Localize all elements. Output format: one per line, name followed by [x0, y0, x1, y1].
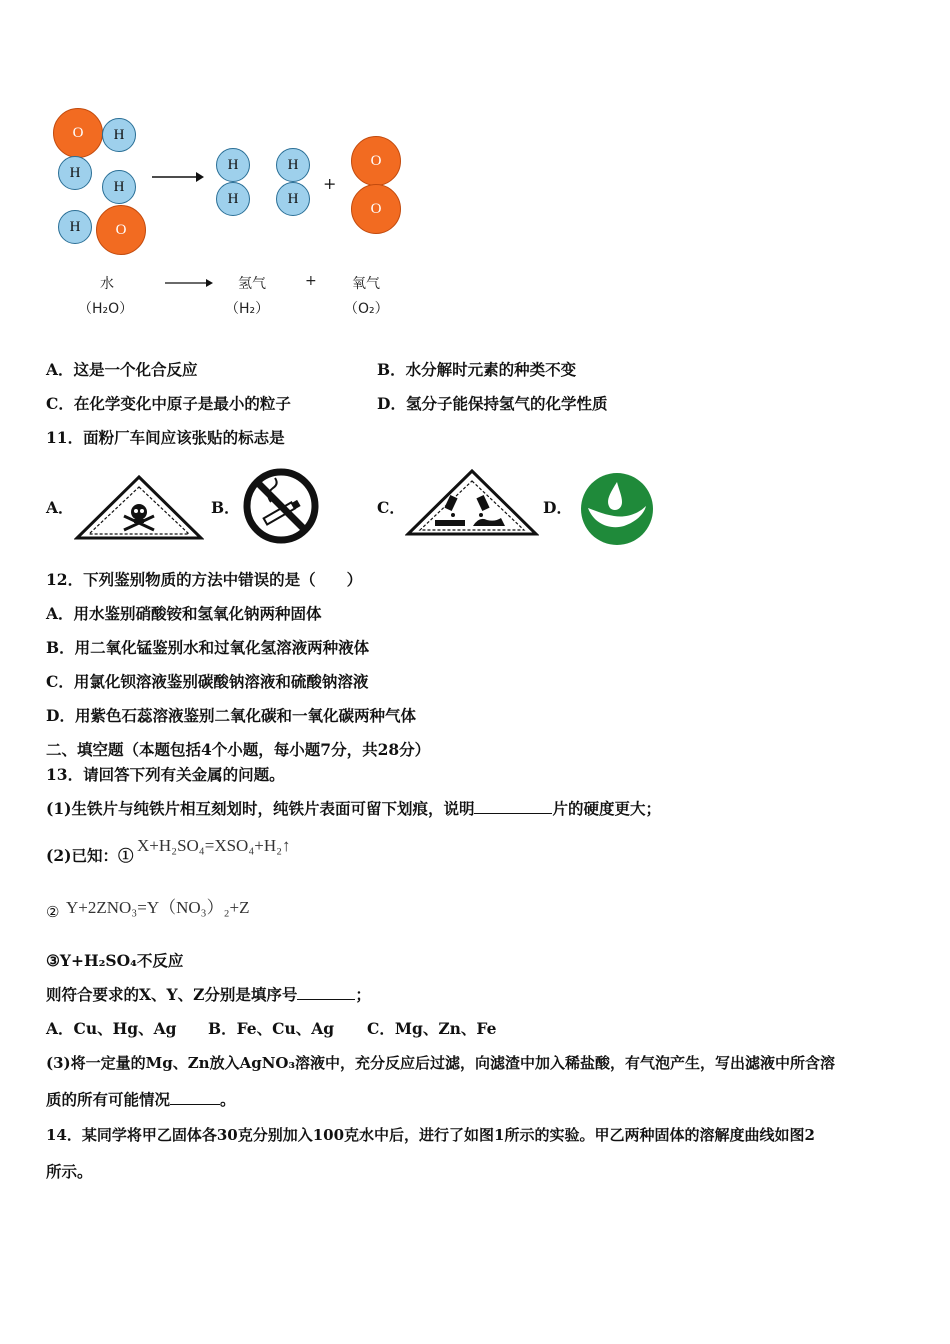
- q13-part2-question-before: 则符合要求的X、Y、Z分别是填序号: [46, 985, 298, 1004]
- section-heading: 二、填空题（本题包括4个小题，每小题7分，共28分）: [46, 740, 431, 759]
- hydrogen-atom: H: [276, 148, 310, 182]
- q12-option-a: A．用水鉴别硝酸铵和氢氧化钠两种固体: [46, 604, 322, 623]
- answer-blank[interactable]: [170, 1090, 220, 1105]
- water-formula: （H₂O）: [78, 301, 134, 317]
- q10-option-a: A．这是一个化合反应: [46, 360, 198, 379]
- q12-option-d: D．用紫色石蕊溶液鉴别二氧化碳和一氧化碳两种气体: [46, 706, 416, 725]
- q13-stem: 13．请回答下列有关金属的问题。: [46, 765, 285, 784]
- label-arrow-icon: [165, 278, 213, 288]
- q13-part2-label: (2)已知：①: [46, 846, 134, 865]
- hydrogen-label: 氢气: [238, 276, 266, 292]
- hydrogen-atom: H: [102, 118, 136, 152]
- q13-part3-line1: (3)将一定量的Mg、Zn放入AgNO₃溶液中，充分反应后过滤，向滤渣中加入稀盐酸，有气泡产生，写出滤液中所含溶: [46, 1054, 836, 1072]
- plus-sign: +: [323, 174, 337, 193]
- oxygen-atom: O: [351, 136, 401, 186]
- equation-1: X+H₂SO₄=XSO₄+H₂↑: [137, 836, 291, 855]
- q13-condition-3: ③Y+H₂SO₄不反应: [46, 951, 184, 970]
- no-smoking-sign-icon: [241, 466, 321, 546]
- q11-option-c: C．: [377, 498, 405, 517]
- q13-part3-line2: [46, 1090, 236, 1110]
- oxygen-formula: （O₂）: [344, 301, 389, 317]
- hydrogen-formula: （H₂）: [225, 301, 270, 317]
- toxic-warning-sign-icon: [74, 474, 204, 542]
- q13-part1-before: (1)生铁片与纯铁片相互刻划时，纯铁片表面可留下划痕，说明: [46, 799, 475, 818]
- oxygen-atom: O: [96, 205, 146, 255]
- q13-part3-line2-after: 。: [220, 1090, 236, 1109]
- q13-choice-b: B．Fe、Cu、Ag: [208, 1019, 335, 1038]
- q12-option-b: B．用二氧化锰鉴别水和过氧化氢溶液两种液体: [46, 638, 370, 657]
- q11-option-d: D．: [543, 498, 572, 517]
- reaction-arrow-icon: [152, 170, 204, 184]
- hydrogen-atom: H: [102, 170, 136, 204]
- hydrogen-atom: H: [216, 182, 250, 216]
- circled-number-2: ②: [46, 903, 60, 921]
- q14-line1: 14．某同学将甲乙固体各30克分别加入100克水中后，进行了如图1所示的实验。甲乙两种固体的溶解度曲线如图2: [46, 1126, 815, 1144]
- q13-choice-a: A．Cu、Hg、Ag: [46, 1019, 177, 1038]
- q13-part1: [46, 799, 661, 819]
- q13-part3-line2-before: 质的所有可能情况: [46, 1090, 171, 1109]
- q14-line2: 所示。: [46, 1162, 93, 1181]
- water-decomposition-diagram: [40, 100, 420, 330]
- q12-option-c: C．用氯化钡溶液鉴别碳酸钠溶液和硫酸钠溶液: [46, 672, 369, 691]
- oxygen-label: 氧气: [352, 276, 380, 292]
- oxygen-atom: O: [53, 108, 103, 158]
- q13-part1-after: 片的硬度更大；: [552, 799, 661, 818]
- equation-2: Y+2ZNO₃=Y（NO₃）₂+Z: [66, 898, 250, 917]
- q11-stem: 11．面粉厂车间应该张贴的标志是: [46, 428, 285, 447]
- oxygen-atom: O: [351, 184, 401, 234]
- water-saving-sign-icon: [580, 472, 654, 546]
- q12-stem: 12．下列鉴别物质的方法中错误的是（ ）: [46, 570, 363, 589]
- q10-option-d: D．氢分子能保持氢气的化学性质: [377, 394, 608, 413]
- hydrogen-atom: H: [216, 148, 250, 182]
- answer-blank[interactable]: [474, 799, 552, 814]
- plus-sign-label: +: [305, 273, 317, 289]
- hydrogen-atom: H: [58, 210, 92, 244]
- hydrogen-atom: H: [276, 182, 310, 216]
- q13-choice-c: C．Mg、Zn、Fe: [367, 1019, 497, 1038]
- answer-blank[interactable]: [297, 985, 355, 1000]
- q11-option-b: B．: [211, 498, 240, 517]
- q13-part2-question-after: ；: [355, 985, 371, 1004]
- corrosive-warning-sign-icon: [405, 468, 539, 538]
- q11-option-a: A．: [46, 498, 74, 517]
- q13-part2-question: [46, 985, 371, 1005]
- q10-option-c: C．在化学变化中原子是最小的粒子: [46, 394, 291, 413]
- q10-option-b: B．水分解时元素的种类不变: [377, 360, 577, 379]
- water-label: 水: [100, 276, 114, 292]
- hydrogen-atom: H: [58, 156, 92, 190]
